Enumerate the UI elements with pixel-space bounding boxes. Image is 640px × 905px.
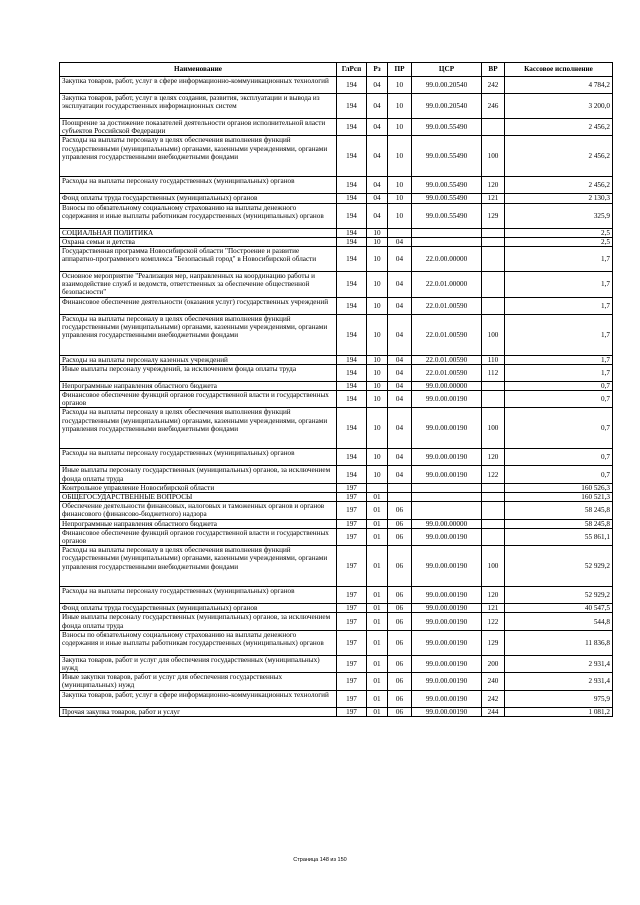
cell-rz: 01 bbox=[367, 546, 388, 587]
table-row bbox=[60, 203, 613, 228]
table-row bbox=[60, 237, 613, 246]
cell-execution: 0,7 bbox=[505, 381, 613, 390]
cell-rz: 04 bbox=[367, 94, 388, 119]
page-footer: Страница 148 из 150 bbox=[293, 857, 347, 863]
cell-csr: 99.0.00.55490 bbox=[412, 136, 482, 177]
table-row bbox=[60, 502, 613, 519]
cell-glrsp: 194 bbox=[337, 314, 367, 355]
cell-glrsp: 197 bbox=[337, 502, 367, 519]
cell-pr: 06 bbox=[388, 519, 412, 528]
cell-execution: 3 200,0 bbox=[505, 94, 613, 119]
table-row bbox=[60, 587, 613, 604]
cell-execution: 52 929,2 bbox=[505, 587, 613, 604]
cell-vr: 240 bbox=[482, 673, 505, 690]
cell-pr bbox=[388, 493, 412, 502]
cell-vr: 129 bbox=[482, 630, 505, 655]
cell-vr: 122 bbox=[482, 466, 505, 483]
cell-glrsp: 194 bbox=[337, 247, 367, 272]
table-row bbox=[60, 546, 613, 587]
cell-name: Непрограммные направления областного бюджета bbox=[60, 519, 337, 528]
cell-vr: 120 bbox=[482, 587, 505, 604]
cell-pr: 04 bbox=[388, 272, 412, 298]
cell-execution: 2 456,2 bbox=[505, 177, 613, 194]
cell-glrsp: 197 bbox=[337, 673, 367, 690]
cell-glrsp: 197 bbox=[337, 630, 367, 655]
cell-csr: 22.0.01.00590 bbox=[412, 364, 482, 381]
cell-vr: 112 bbox=[482, 364, 505, 381]
cell-glrsp: 197 bbox=[337, 528, 367, 545]
cell-glrsp: 194 bbox=[337, 77, 367, 94]
table-header-row bbox=[60, 63, 613, 77]
table-row bbox=[60, 297, 613, 314]
cell-csr: 99.0.00.55490 bbox=[412, 177, 482, 194]
cell-rz: 10 bbox=[367, 297, 388, 314]
table-row bbox=[60, 604, 613, 613]
cell-execution: 0,7 bbox=[505, 391, 613, 408]
cell-execution: 160 521,3 bbox=[505, 493, 613, 502]
cell-execution: 2 130,3 bbox=[505, 194, 613, 203]
header-vr: ВР bbox=[482, 63, 505, 77]
cell-vr: 122 bbox=[482, 613, 505, 630]
cell-pr: 06 bbox=[388, 502, 412, 519]
table-row bbox=[60, 707, 613, 716]
cell-rz: 10 bbox=[367, 381, 388, 390]
cell-pr: 04 bbox=[388, 297, 412, 314]
cell-name: Расходы на выплаты персоналу государственных (муниципальных) органов bbox=[60, 449, 337, 466]
cell-execution: 1,7 bbox=[505, 272, 613, 298]
header-rz: Рз bbox=[367, 63, 388, 77]
cell-pr bbox=[388, 483, 412, 492]
cell-pr bbox=[388, 228, 412, 237]
cell-csr: 22.0.01.00590 bbox=[412, 355, 482, 364]
cell-glrsp: 194 bbox=[337, 466, 367, 483]
cell-rz: 01 bbox=[367, 690, 388, 707]
table-row bbox=[60, 272, 613, 298]
cell-rz: 01 bbox=[367, 502, 388, 519]
cell-execution: 1 081,2 bbox=[505, 707, 613, 716]
cell-glrsp: 194 bbox=[337, 136, 367, 177]
cell-csr: 99.0.00.00190 bbox=[412, 408, 482, 449]
cell-name: Иные выплаты персоналу учреждений, за исключением фонда оплаты труда bbox=[60, 364, 337, 381]
cell-vr bbox=[482, 119, 505, 136]
table-row bbox=[60, 364, 613, 381]
cell-glrsp: 194 bbox=[337, 119, 367, 136]
cell-vr bbox=[482, 228, 505, 237]
cell-glrsp: 197 bbox=[337, 546, 367, 587]
cell-name: Взносы по обязательному социальному страхованию на выплаты денежного содержания и иные выплаты работникам государственных (муниципальных) органов bbox=[60, 630, 337, 655]
table-row bbox=[60, 119, 613, 136]
cell-csr: 99.0.00.00190 bbox=[412, 391, 482, 408]
cell-rz: 10 bbox=[367, 391, 388, 408]
table-row bbox=[60, 493, 613, 502]
cell-execution: 160 526,3 bbox=[505, 483, 613, 492]
cell-rz: 04 bbox=[367, 136, 388, 177]
cell-name: Государственная программа Новосибирской области "Построение и развитие аппаратно-программного комплекса "Безопасный город" в Новосибирской области bbox=[60, 247, 337, 272]
table-row bbox=[60, 519, 613, 528]
cell-rz: 04 bbox=[367, 77, 388, 94]
cell-rz: 01 bbox=[367, 604, 388, 613]
cell-glrsp: 197 bbox=[337, 604, 367, 613]
table-row bbox=[60, 94, 613, 119]
cell-vr: 100 bbox=[482, 314, 505, 355]
cell-execution: 40 547,5 bbox=[505, 604, 613, 613]
cell-csr: 99.0.00.00190 bbox=[412, 613, 482, 630]
cell-execution: 1,7 bbox=[505, 355, 613, 364]
cell-name: Расходы на выплаты персоналу в целях обеспечения выполнения функций государственными (муниципальными) органами, казенными учреждениями, органами управления государственными внебюджетными фондами bbox=[60, 314, 337, 355]
cell-pr: 06 bbox=[388, 707, 412, 716]
cell-rz: 01 bbox=[367, 707, 388, 716]
table-row bbox=[60, 655, 613, 672]
cell-rz: 10 bbox=[367, 364, 388, 381]
table-row bbox=[60, 314, 613, 355]
cell-rz: 01 bbox=[367, 673, 388, 690]
cell-execution: 4 784,2 bbox=[505, 77, 613, 94]
table-row bbox=[60, 177, 613, 194]
cell-glrsp: 197 bbox=[337, 587, 367, 604]
cell-rz: 10 bbox=[367, 408, 388, 449]
cell-vr bbox=[482, 493, 505, 502]
cell-csr: 99.0.00.20540 bbox=[412, 94, 482, 119]
cell-pr: 06 bbox=[388, 690, 412, 707]
cell-glrsp: 197 bbox=[337, 655, 367, 672]
cell-name: Финансовое обеспечение функций органов государственной власти и государственных органов bbox=[60, 391, 337, 408]
table-row bbox=[60, 408, 613, 449]
cell-name: Иные закупки товаров, работ и услуг для обеспечения государственных (муниципальных) нужд bbox=[60, 673, 337, 690]
cell-execution: 58 245,8 bbox=[505, 519, 613, 528]
cell-execution: 0,7 bbox=[505, 449, 613, 466]
document-page bbox=[59, 62, 612, 717]
cell-pr: 04 bbox=[388, 237, 412, 246]
cell-glrsp: 194 bbox=[337, 194, 367, 203]
cell-pr: 06 bbox=[388, 546, 412, 587]
cell-name: Расходы на выплаты персоналу в целях обеспечения выполнения функций государственными (муниципальными) органами, казенными учреждениями, органами управления государственными внебюджетными фондами bbox=[60, 408, 337, 449]
cell-name: ОБЩЕГОСУДАРСТВЕННЫЕ ВОПРОСЫ bbox=[60, 493, 337, 502]
cell-execution: 52 929,2 bbox=[505, 546, 613, 587]
table-row bbox=[60, 136, 613, 177]
cell-glrsp: 197 bbox=[337, 519, 367, 528]
cell-csr bbox=[412, 228, 482, 237]
cell-pr: 10 bbox=[388, 177, 412, 194]
cell-csr: 22.0.01.00000 bbox=[412, 272, 482, 298]
cell-rz: 10 bbox=[367, 449, 388, 466]
cell-pr: 10 bbox=[388, 136, 412, 177]
cell-execution: 544,8 bbox=[505, 613, 613, 630]
cell-execution: 975,9 bbox=[505, 690, 613, 707]
cell-glrsp: 197 bbox=[337, 690, 367, 707]
cell-execution: 58 245,8 bbox=[505, 502, 613, 519]
cell-vr: 242 bbox=[482, 690, 505, 707]
cell-rz: 01 bbox=[367, 528, 388, 545]
cell-csr: 99.0.00.00190 bbox=[412, 630, 482, 655]
cell-glrsp: 197 bbox=[337, 483, 367, 492]
header-glrsp: ГлРсп bbox=[337, 63, 367, 77]
cell-csr: 99.0.00.55490 bbox=[412, 194, 482, 203]
cell-pr: 06 bbox=[388, 655, 412, 672]
cell-pr: 04 bbox=[388, 247, 412, 272]
cell-rz: 01 bbox=[367, 613, 388, 630]
cell-pr: 04 bbox=[388, 355, 412, 364]
table-row bbox=[60, 77, 613, 94]
cell-vr bbox=[482, 272, 505, 298]
cell-glrsp: 194 bbox=[337, 272, 367, 298]
cell-name: Фонд оплаты труда государственных (муниципальных) органов bbox=[60, 194, 337, 203]
cell-csr: 99.0.00.55490 bbox=[412, 119, 482, 136]
cell-name: Расходы на выплаты персоналу государственных (муниципальных) органов bbox=[60, 177, 337, 194]
cell-glrsp: 194 bbox=[337, 177, 367, 194]
cell-rz: 01 bbox=[367, 655, 388, 672]
cell-vr bbox=[482, 391, 505, 408]
cell-pr: 06 bbox=[388, 587, 412, 604]
cell-vr: 242 bbox=[482, 77, 505, 94]
cell-csr: 99.0.00.20540 bbox=[412, 77, 482, 94]
cell-vr: 100 bbox=[482, 408, 505, 449]
cell-csr: 99.0.00.00190 bbox=[412, 690, 482, 707]
cell-name: Расходы на выплаты персоналу в целях обеспечения выполнения функций государственными (муниципальными) органами, казенными учреждениями, органами управления государственными внебюджетными фондами bbox=[60, 136, 337, 177]
cell-glrsp: 194 bbox=[337, 203, 367, 228]
cell-csr bbox=[412, 237, 482, 246]
table-row bbox=[60, 483, 613, 492]
cell-glrsp: 194 bbox=[337, 228, 367, 237]
cell-csr: 99.0.00.00190 bbox=[412, 528, 482, 545]
cell-csr bbox=[412, 502, 482, 519]
cell-rz: 01 bbox=[367, 630, 388, 655]
cell-execution: 2 931,4 bbox=[505, 655, 613, 672]
cell-rz: 04 bbox=[367, 177, 388, 194]
cell-name: Обеспечение деятельности финансовых, налоговых и таможенных органов и органов финансового (финансово-бюджетного) надзора bbox=[60, 502, 337, 519]
cell-pr: 04 bbox=[388, 408, 412, 449]
cell-rz bbox=[367, 483, 388, 492]
cell-rz: 10 bbox=[367, 272, 388, 298]
cell-csr: 99.0.00.00000 bbox=[412, 381, 482, 390]
cell-vr: 244 bbox=[482, 707, 505, 716]
cell-pr: 06 bbox=[388, 528, 412, 545]
cell-name: Финансовое обеспечение деятельности (оказания услуг) государственных учреждений bbox=[60, 297, 337, 314]
cell-execution: 0,7 bbox=[505, 466, 613, 483]
cell-vr: 110 bbox=[482, 355, 505, 364]
table-row bbox=[60, 690, 613, 707]
cell-rz: 04 bbox=[367, 119, 388, 136]
cell-glrsp: 194 bbox=[337, 297, 367, 314]
cell-name: Иные выплаты персоналу государственных (муниципальных) органов, за исключением фонда оплаты труда bbox=[60, 466, 337, 483]
header-pr: ПР bbox=[388, 63, 412, 77]
cell-glrsp: 197 bbox=[337, 707, 367, 716]
header-execution: Кассовое исполнение bbox=[505, 63, 613, 77]
cell-pr: 04 bbox=[388, 314, 412, 355]
cell-vr: 120 bbox=[482, 177, 505, 194]
cell-execution: 11 836,8 bbox=[505, 630, 613, 655]
cell-name: Финансовое обеспечение функций органов государственной власти и государственных органов bbox=[60, 528, 337, 545]
cell-rz: 04 bbox=[367, 203, 388, 228]
cell-rz: 10 bbox=[367, 314, 388, 355]
cell-pr: 04 bbox=[388, 381, 412, 390]
cell-glrsp: 197 bbox=[337, 613, 367, 630]
cell-vr bbox=[482, 483, 505, 492]
cell-pr: 10 bbox=[388, 94, 412, 119]
cell-execution: 2,5 bbox=[505, 237, 613, 246]
cell-rz: 10 bbox=[367, 237, 388, 246]
cell-vr: 129 bbox=[482, 203, 505, 228]
cell-execution: 2,5 bbox=[505, 228, 613, 237]
cell-execution: 325,9 bbox=[505, 203, 613, 228]
cell-csr bbox=[412, 493, 482, 502]
cell-execution: 1,7 bbox=[505, 247, 613, 272]
cell-vr: 120 bbox=[482, 449, 505, 466]
cell-pr: 06 bbox=[388, 630, 412, 655]
cell-csr: 99.0.00.00190 bbox=[412, 707, 482, 716]
cell-vr bbox=[482, 381, 505, 390]
cell-glrsp: 194 bbox=[337, 381, 367, 390]
cell-pr: 04 bbox=[388, 449, 412, 466]
table-row bbox=[60, 466, 613, 483]
cell-glrsp: 194 bbox=[337, 94, 367, 119]
cell-rz: 04 bbox=[367, 194, 388, 203]
cell-csr: 99.0.00.00190 bbox=[412, 466, 482, 483]
cell-vr bbox=[482, 519, 505, 528]
cell-glrsp: 194 bbox=[337, 355, 367, 364]
cell-glrsp: 194 bbox=[337, 364, 367, 381]
table-row bbox=[60, 673, 613, 690]
cell-pr: 10 bbox=[388, 119, 412, 136]
cell-vr bbox=[482, 502, 505, 519]
table-row bbox=[60, 528, 613, 545]
cell-execution: 1,7 bbox=[505, 297, 613, 314]
table-row bbox=[60, 228, 613, 237]
table-row bbox=[60, 381, 613, 390]
cell-name: Взносы по обязательному социальному страхованию на выплаты денежного содержания и иные выплаты работникам государственных (муниципальных) органов bbox=[60, 203, 337, 228]
cell-execution: 1,7 bbox=[505, 364, 613, 381]
cell-pr: 04 bbox=[388, 391, 412, 408]
cell-name: Фонд оплаты труда государственных (муниципальных) органов bbox=[60, 604, 337, 613]
cell-pr: 06 bbox=[388, 613, 412, 630]
cell-execution: 1,7 bbox=[505, 314, 613, 355]
cell-vr: 121 bbox=[482, 604, 505, 613]
cell-name: Поощрение за достижение показателей деятельности органов исполнительной власти субъектов Российской Федерации bbox=[60, 119, 337, 136]
cell-csr: 99.0.00.00190 bbox=[412, 655, 482, 672]
cell-glrsp: 197 bbox=[337, 493, 367, 502]
cell-csr bbox=[412, 483, 482, 492]
cell-execution: 0,7 bbox=[505, 408, 613, 449]
cell-name: Прочая закупка товаров, работ и услуг bbox=[60, 707, 337, 716]
cell-vr: 121 bbox=[482, 194, 505, 203]
cell-vr bbox=[482, 297, 505, 314]
cell-pr: 10 bbox=[388, 77, 412, 94]
cell-glrsp: 194 bbox=[337, 408, 367, 449]
cell-csr: 99.0.00.00190 bbox=[412, 546, 482, 587]
table-row bbox=[60, 194, 613, 203]
cell-csr: 22.0.00.00000 bbox=[412, 247, 482, 272]
cell-csr: 99.0.00.00000 bbox=[412, 519, 482, 528]
header-csr: ЦСР bbox=[412, 63, 482, 77]
cell-name: Закупка товаров, работ, услуг в целях создания, развития, эксплуатации и вывода из эксплуатации государственных информационных систем bbox=[60, 94, 337, 119]
cell-rz: 01 bbox=[367, 493, 388, 502]
table-row bbox=[60, 630, 613, 655]
cell-rz: 10 bbox=[367, 247, 388, 272]
cell-csr: 22.0.01.00590 bbox=[412, 297, 482, 314]
cell-pr: 04 bbox=[388, 466, 412, 483]
cell-rz: 01 bbox=[367, 587, 388, 604]
cell-rz: 10 bbox=[367, 466, 388, 483]
cell-name: СОЦИАЛЬНАЯ ПОЛИТИКА bbox=[60, 228, 337, 237]
cell-rz: 10 bbox=[367, 355, 388, 364]
cell-csr: 99.0.00.00190 bbox=[412, 673, 482, 690]
cell-glrsp: 194 bbox=[337, 391, 367, 408]
cell-csr: 99.0.00.00190 bbox=[412, 449, 482, 466]
cell-name: Расходы на выплаты персоналу в целях обеспечения выполнения функций государственными (муниципальными) органами, казенными учреждениями, органами управления государственными внебюджетными фондами bbox=[60, 546, 337, 587]
cell-glrsp: 194 bbox=[337, 449, 367, 466]
cell-execution: 55 861,1 bbox=[505, 528, 613, 545]
header-name: Наименование bbox=[60, 63, 337, 77]
cell-pr: 06 bbox=[388, 604, 412, 613]
cell-name: Закупка товаров, работ и услуг для обеспечения государственных (муниципальных) нужд bbox=[60, 655, 337, 672]
cell-vr bbox=[482, 237, 505, 246]
table-row bbox=[60, 355, 613, 364]
table-row bbox=[60, 449, 613, 466]
cell-vr: 200 bbox=[482, 655, 505, 672]
cell-name: Расходы на выплаты персоналу государственных (муниципальных) органов bbox=[60, 587, 337, 604]
table-row bbox=[60, 613, 613, 630]
cell-vr: 100 bbox=[482, 136, 505, 177]
cell-vr: 246 bbox=[482, 94, 505, 119]
cell-pr: 10 bbox=[388, 194, 412, 203]
cell-name: Основное мероприятие "Реализация мер, направленных на координацию работы и взаимодействие служб и ведомств, ответственных за обеспечение общественной безопасности" bbox=[60, 272, 337, 298]
table-row bbox=[60, 391, 613, 408]
cell-vr bbox=[482, 528, 505, 545]
cell-name: Иные выплаты персоналу государственных (муниципальных) органов, за исключением фонда оплаты труда bbox=[60, 613, 337, 630]
budget-table bbox=[59, 62, 613, 717]
table-row bbox=[60, 247, 613, 272]
cell-vr: 100 bbox=[482, 546, 505, 587]
cell-csr: 99.0.00.00190 bbox=[412, 587, 482, 604]
cell-pr: 06 bbox=[388, 673, 412, 690]
cell-name: Расходы на выплаты персоналу казенных учреждений bbox=[60, 355, 337, 364]
cell-name: Контрольное управление Новосибирской области bbox=[60, 483, 337, 492]
cell-name: Закупка товаров, работ, услуг в сфере информационно-коммуникационных технологий bbox=[60, 690, 337, 707]
cell-rz: 01 bbox=[367, 519, 388, 528]
cell-rz: 10 bbox=[367, 228, 388, 237]
cell-csr: 22.0.01.00590 bbox=[412, 314, 482, 355]
cell-csr: 99.0.00.00190 bbox=[412, 604, 482, 613]
cell-csr: 99.0.00.55490 bbox=[412, 203, 482, 228]
cell-pr: 04 bbox=[388, 364, 412, 381]
cell-pr: 10 bbox=[388, 203, 412, 228]
cell-name: Закупка товаров, работ, услуг в сфере информационно-коммуникационных технологий bbox=[60, 77, 337, 94]
cell-execution: 2 456,2 bbox=[505, 119, 613, 136]
cell-glrsp: 194 bbox=[337, 237, 367, 246]
cell-vr bbox=[482, 247, 505, 272]
cell-name: Непрограммные направления областного бюджета bbox=[60, 381, 337, 390]
cell-execution: 2 456,2 bbox=[505, 136, 613, 177]
cell-execution: 2 931,4 bbox=[505, 673, 613, 690]
cell-name: Охрана семьи и детства bbox=[60, 237, 337, 246]
